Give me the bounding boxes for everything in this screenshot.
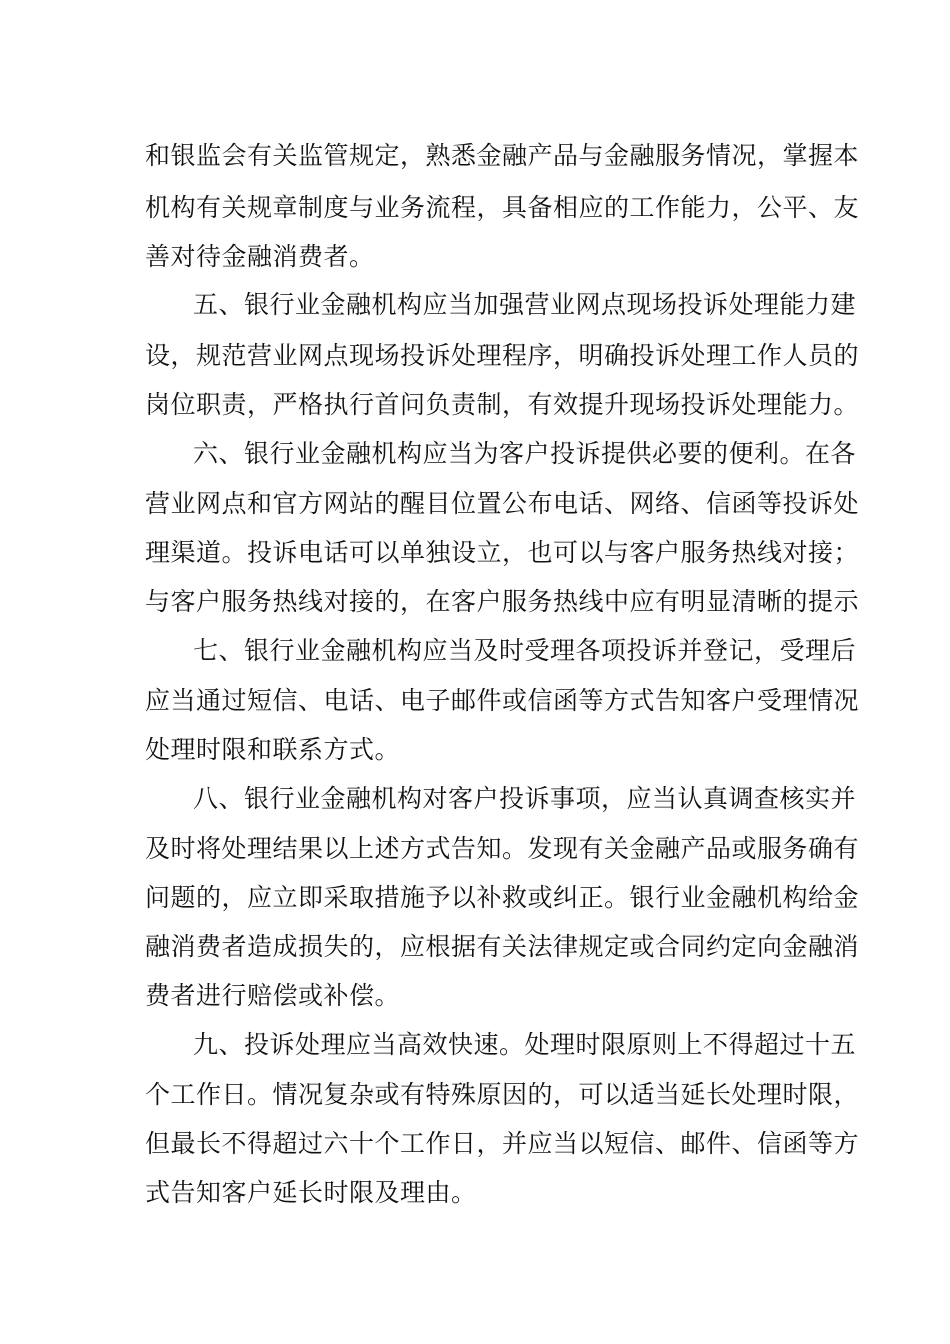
text-line: 营业网点和官方网站的醒目位置公布电话、网络、信函等投诉处: [145, 489, 860, 518]
text-line: 机构有关规章制度与业务流程，具备相应的工作能力，公平、友: [145, 193, 860, 222]
paragraph-six-start: 六、银行业金融机构应当为客户投诉提供必要的便利。在各: [193, 439, 857, 468]
text-line: 费者进行赔偿或补偿。: [145, 981, 401, 1010]
text-line: 及时将处理结果以上述方式告知。发现有关金融产品或服务确有: [145, 834, 860, 863]
text-line: 理渠道。投诉电话可以单独设立，也可以与客户服务热线对接；: [145, 538, 860, 567]
text-line: 但最长不得超过六十个工作日，并应当以短信、邮件、信函等方: [145, 1129, 860, 1158]
paragraph-seven-start: 七、银行业金融机构应当及时受理各项投诉并登记，受理后: [193, 636, 857, 665]
paragraph-five-start: 五、银行业金融机构应当加强营业网点现场投诉处理能力建: [193, 290, 857, 319]
paragraph-nine-start: 九、投诉处理应当高效快速。处理时限原则上不得超过十五: [193, 1030, 857, 1059]
text-line: 处理时限和联系方式。: [145, 735, 401, 764]
text-line: 问题的，应立即采取措施予以补救或纠正。银行业金融机构给金: [145, 883, 860, 912]
text-line: 与客户服务热线对接的，在客户服务热线中应有明显清晰的提示: [145, 587, 860, 616]
text-line: 融消费者造成损失的，应根据有关法律规定或合同约定向金融消: [145, 932, 860, 961]
text-line: 应当通过短信、电话、电子邮件或信函等方式告知客户受理情况: [145, 686, 860, 715]
text-line: 岗位职责，严格执行首问负责制，有效提升现场投诉处理能力。: [145, 390, 860, 419]
text-line: 式告知客户延长时限及理由。: [145, 1178, 477, 1207]
text-line: 和银监会有关监管规定，熟悉金融产品与金融服务情况，掌握本: [145, 141, 860, 170]
text-line: 善对待金融消费者。: [145, 242, 375, 271]
text-line: 设，规范营业网点现场投诉处理程序，明确投诉处理工作人员的: [145, 341, 860, 370]
text-line: 个工作日。情况复杂或有特殊原因的，可以适当延长处理时限，: [145, 1080, 860, 1109]
paragraph-eight-start: 八、银行业金融机构对客户投诉事项，应当认真调查核实并: [193, 784, 857, 813]
